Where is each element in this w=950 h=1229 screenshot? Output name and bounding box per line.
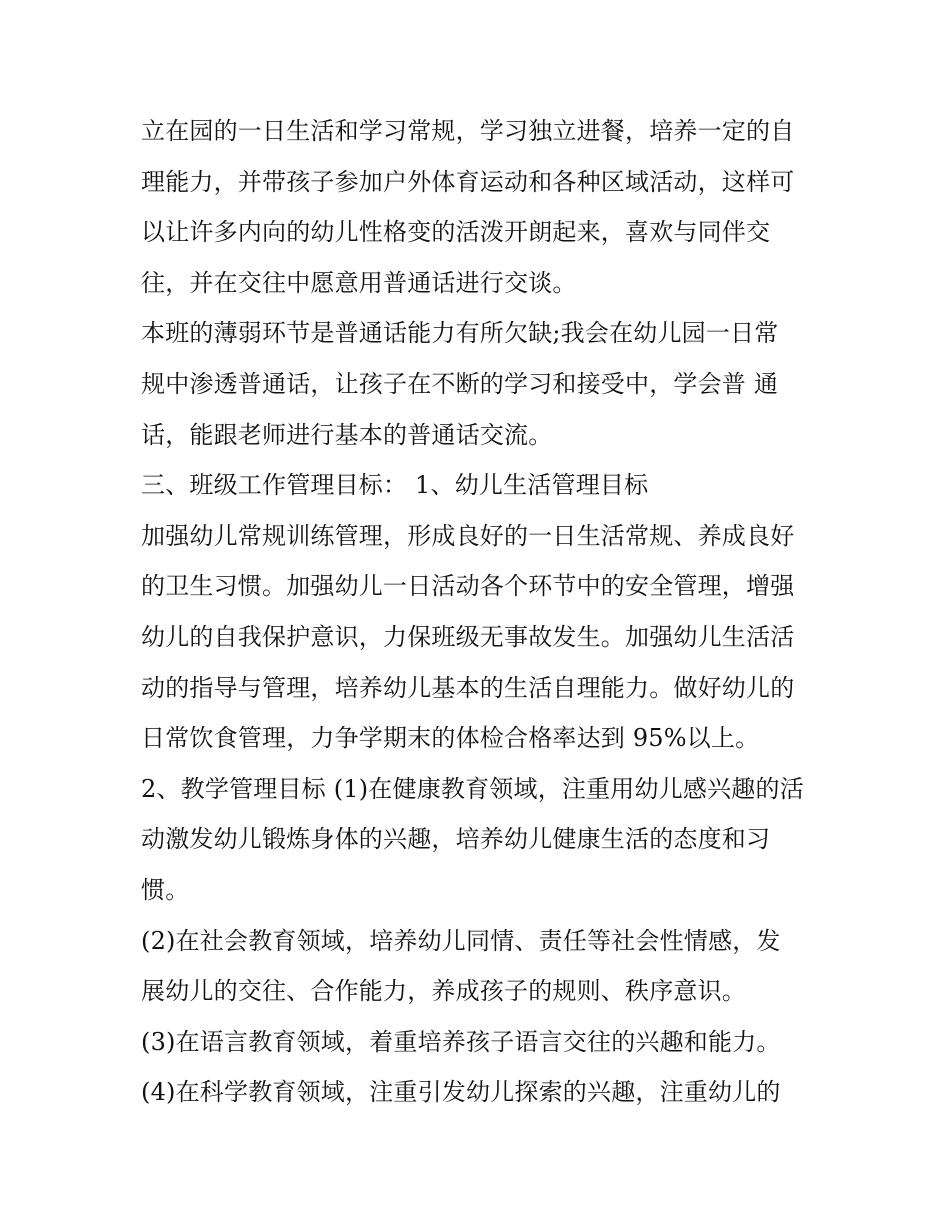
text-line: (2)在社会教育领域，培养幼儿同情、责任等社会性情感，发 [141, 926, 781, 955]
text-line: 以让许多内向的幼儿性格变的活泼开朗起来，喜欢与同伴交 [141, 218, 771, 247]
document-body [141, 106, 821, 1118]
text-line: 理能力，并带孩子参加户外体育运动和各种区域活动，这样可 [141, 167, 795, 196]
text-line: 往，并在交往中愿意用普通话进行交谈。 [141, 268, 577, 297]
section-heading: 三、班级工作管理目标： 1、幼儿生活管理目标 [141, 471, 649, 500]
text-line: 2、教学管理目标 (1)在健康教育领域，注重用幼儿感兴趣的活 [141, 774, 804, 803]
text-line: 动激发幼儿锻炼身体的兴趣，培养幼儿健康生活的态度和习 [141, 825, 771, 854]
text-line: 幼儿的自我保护意识，力保班级无事故发生。加强幼儿生活活 [141, 622, 795, 651]
text-line: 加强幼儿常规训练管理，形成良好的一日生活常规、养成良好 [141, 521, 795, 550]
text-line: (3)在语言教育领域，着重培养孩子语言交往的兴趣和能力。 [141, 1027, 781, 1056]
text-line: 动的指导与管理，培养幼儿基本的生活自理能力。做好幼儿的 [141, 673, 795, 702]
text-line: 立在园的一日生活和学习常规，学习独立进餐，培养一定的自 [141, 117, 795, 145]
text-line: 的卫生习惯。加强幼儿一日活动各个环节中的安全管理，增强 [141, 572, 795, 601]
text-line: 本班的薄弱环节是普通话能力有所欠缺;我会在幼儿园一日常 [141, 319, 779, 348]
text-line: 日常饮食管理，力争学期末的体检合格率达到 95%以上。 [141, 724, 760, 753]
text-line: 规中渗透普通话，让孩子在不断的学习和接受中，学会普 通 [141, 369, 779, 398]
text-line: 展幼儿的交往、合作能力，养成孩子的规则、秩序意识。 [141, 977, 746, 1006]
text-line: (4)在科学教育领域，注重引发幼儿探索的兴趣，注重幼儿的 [141, 1078, 781, 1107]
text-line: 惯。 [141, 875, 190, 904]
text-line: 话，能跟老师进行基本的普通话交流。 [141, 420, 553, 449]
